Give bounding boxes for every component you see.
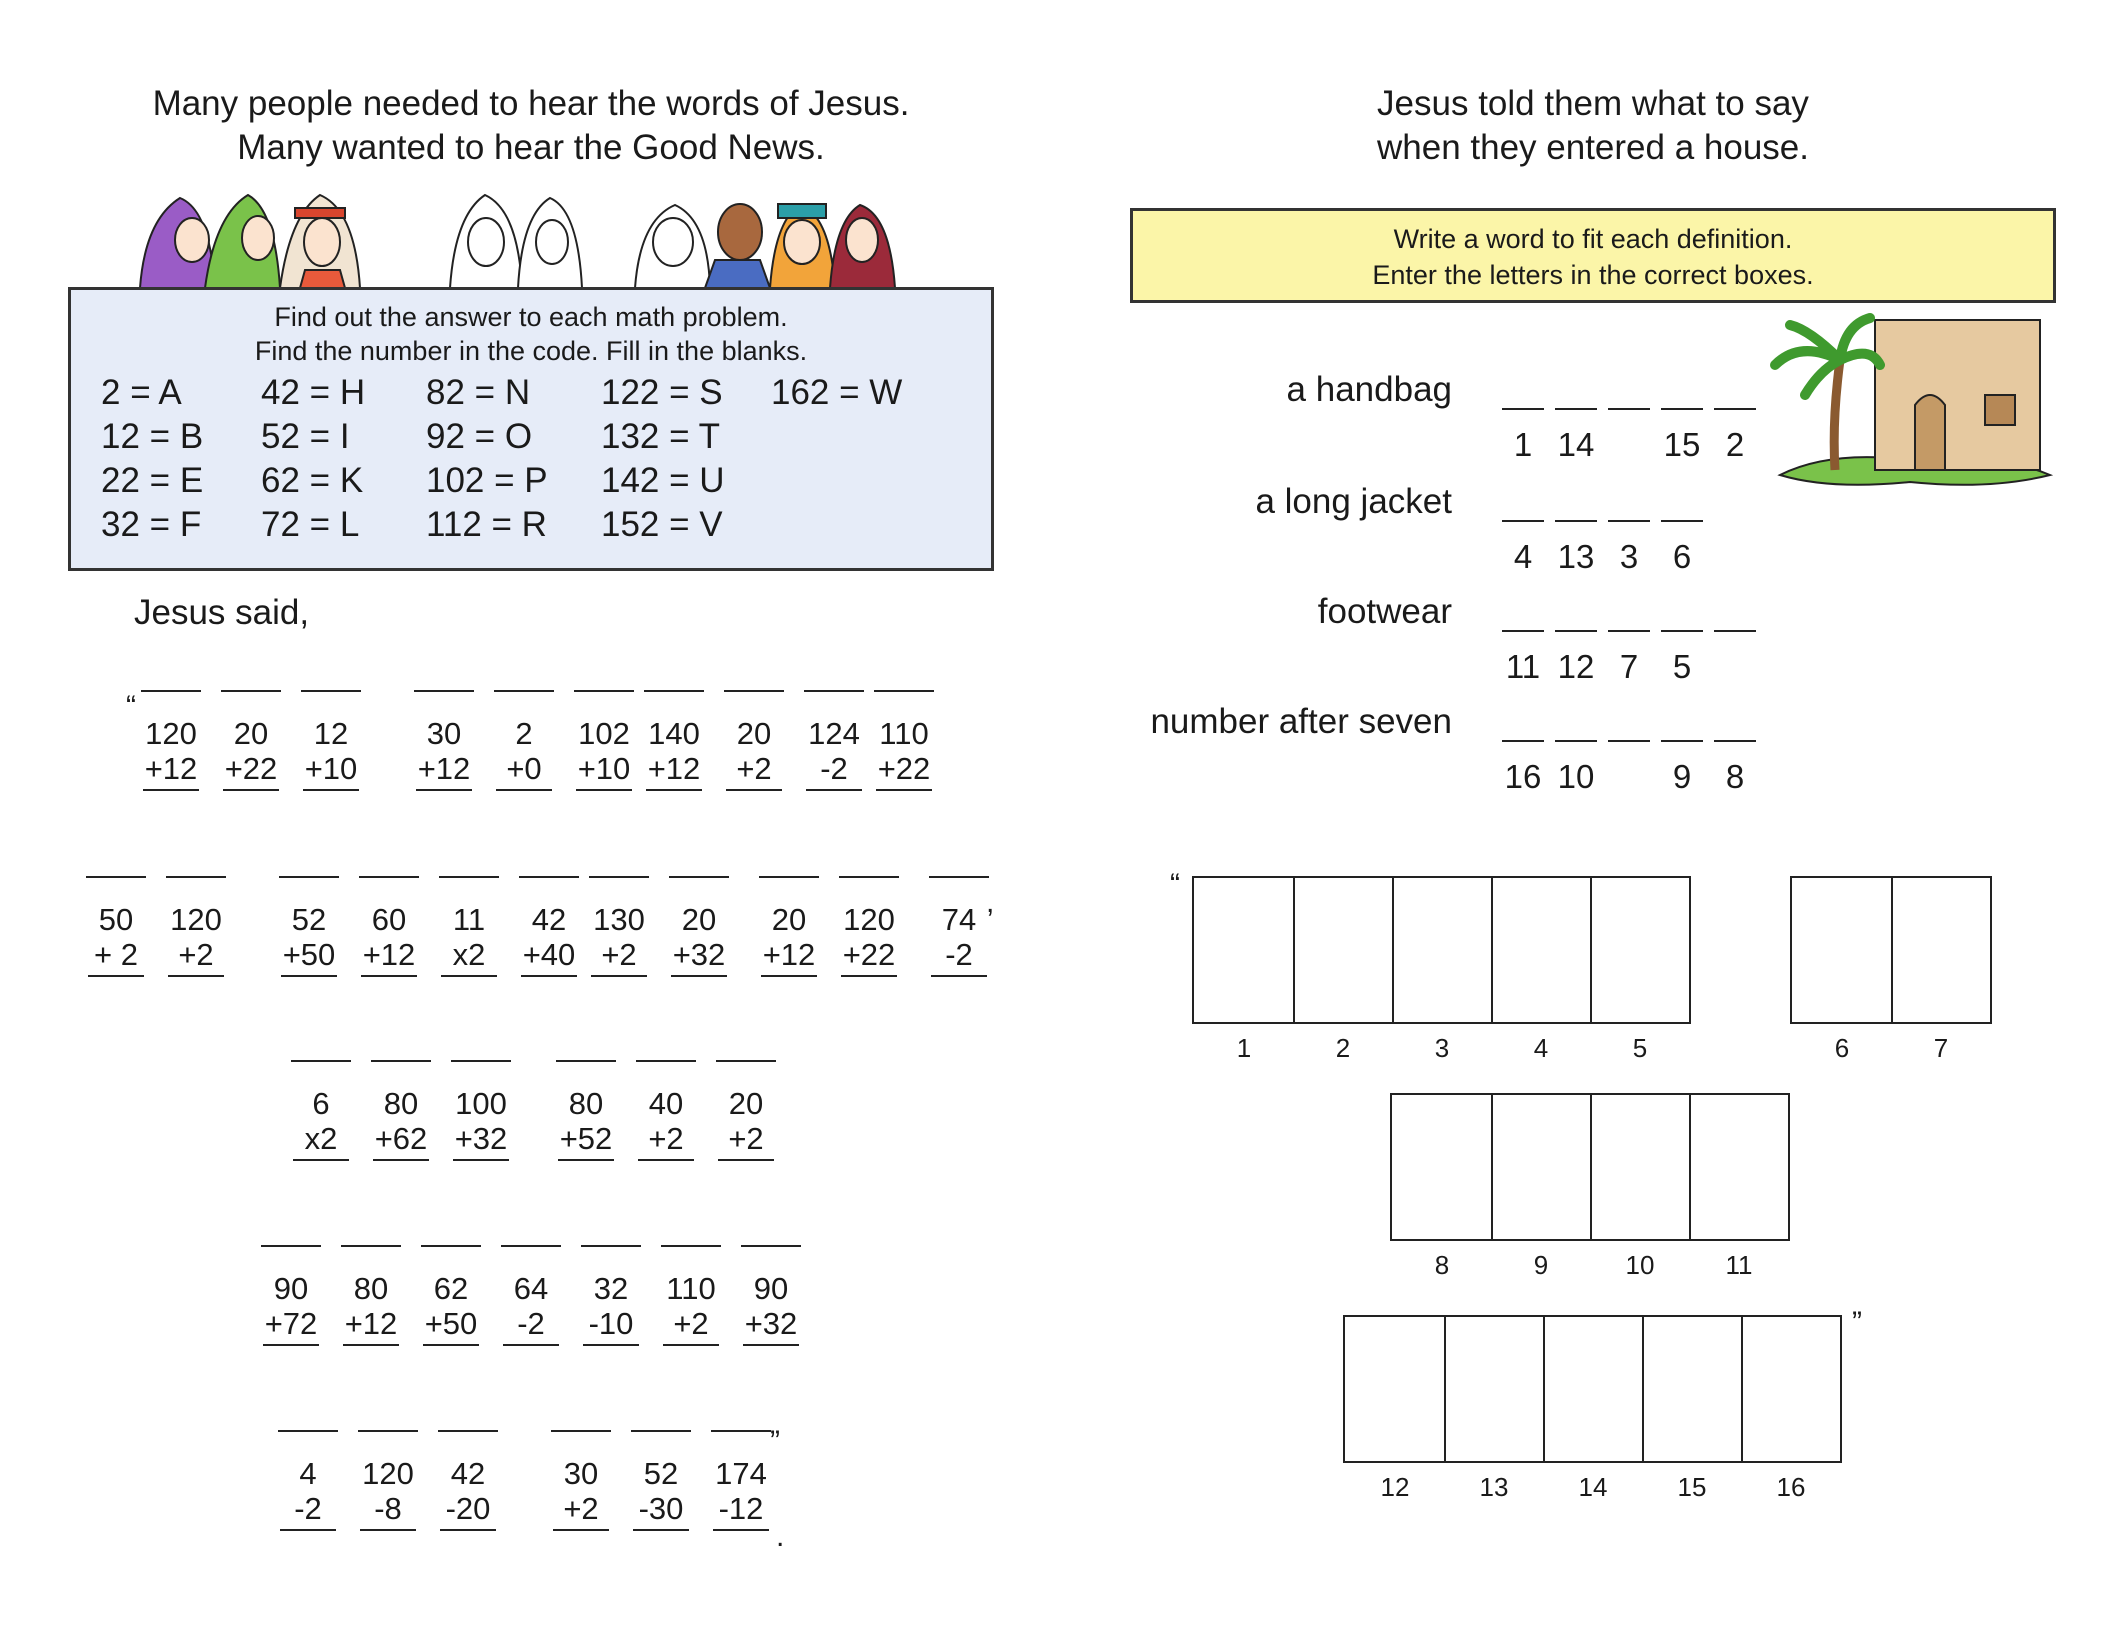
math-problem [140, 690, 202, 791]
problem-number: 120 [362, 1456, 414, 1491]
code-instruction-line-1: Find out the answer to each math problem. [274, 302, 788, 332]
answer-blank[interactable] [358, 1430, 418, 1432]
slot-number: 9 [1672, 758, 1692, 795]
letter-box[interactable] [1491, 1095, 1590, 1239]
letter-box[interactable] [1543, 1317, 1642, 1461]
problem-number: 20 [233, 716, 269, 751]
answer-blank[interactable] [278, 1430, 338, 1432]
letter-box-row [1192, 876, 1691, 1024]
problem-operation: +22 [876, 751, 933, 791]
person-brown [705, 204, 770, 288]
math-problem [573, 690, 635, 791]
math-problem [668, 876, 730, 977]
math-problem [588, 876, 650, 977]
problem-number: 102 [578, 716, 630, 751]
problem-number: 20 [728, 1086, 764, 1121]
right-title-line-2: when they entered a house. [1377, 128, 1809, 167]
house-illustration [1770, 310, 2060, 495]
math-problem [220, 690, 282, 791]
problem-operation: +12 [343, 1306, 400, 1346]
math-problem [357, 1430, 419, 1531]
definition-slot[interactable] [1608, 408, 1650, 426]
code-entry: 162 = W [771, 373, 903, 412]
problem-number: 64 [513, 1271, 549, 1306]
problem-operation: -2 [806, 751, 862, 791]
box-number: 13 [1479, 1472, 1509, 1502]
problem-operation: -12 [713, 1491, 769, 1531]
problem-number: 174 [715, 1456, 767, 1491]
letter-box[interactable] [1792, 878, 1891, 1022]
math-problem [450, 1060, 512, 1161]
math-problem [277, 1430, 339, 1531]
letter-box[interactable] [1642, 1317, 1741, 1461]
problem-operation: -30 [633, 1491, 689, 1531]
letter-box-row [1390, 1093, 1790, 1241]
problem-operation: +2 [168, 937, 224, 977]
problem-operation: +2 [718, 1121, 774, 1161]
code-entry: 112 = R [426, 505, 547, 544]
right-title [1130, 82, 2056, 170]
letter-box[interactable] [1689, 1095, 1788, 1239]
definition-slot[interactable] [1661, 520, 1703, 576]
problem-operation: x2 [441, 937, 497, 977]
period-mark: . [776, 1520, 785, 1553]
definition-slot[interactable] [1661, 408, 1703, 464]
problem-number: 62 [433, 1271, 469, 1306]
problem-number: 80 [383, 1086, 419, 1121]
definition-slot[interactable] [1502, 408, 1544, 464]
definition-slot[interactable] [1661, 740, 1703, 796]
math-problem [260, 1245, 322, 1346]
problem-number: 110 [879, 716, 929, 751]
slot-number: 15 [1663, 426, 1701, 463]
code-entry: 12 = B [101, 417, 204, 456]
answer-blank[interactable] [221, 690, 281, 692]
definition-instruction-line-1: Write a word to fit each definition. [1393, 224, 1793, 254]
problem-operation: +62 [373, 1121, 430, 1161]
definition-label: number after seven [1150, 702, 1452, 741]
problem-number: 74 [941, 902, 977, 937]
problem-number: 4 [299, 1456, 317, 1491]
math-problem [493, 690, 555, 791]
answer-blank[interactable] [166, 876, 226, 878]
math-problem [413, 690, 475, 791]
box-number: 15 [1677, 1472, 1707, 1502]
open-quote-right: “ [1170, 868, 1180, 901]
problem-operation: +72 [263, 1306, 320, 1346]
problem-operation: +32 [671, 937, 728, 977]
code-instructions [71, 300, 991, 368]
math-problem [300, 690, 362, 791]
answer-blank[interactable] [716, 1060, 776, 1062]
definition-slot[interactable] [1502, 740, 1544, 796]
slot-number: 6 [1672, 538, 1692, 575]
definition-slot[interactable] [1555, 740, 1597, 796]
problem-operation: +32 [453, 1121, 510, 1161]
problem-number: 80 [568, 1086, 604, 1121]
slot-number: 12 [1557, 648, 1595, 685]
problem-number: 90 [753, 1271, 789, 1306]
letter-box[interactable] [1392, 878, 1491, 1022]
definition-instruction-line-2: Enter the letters in the correct boxes. [1372, 260, 1814, 290]
answer-blank[interactable] [301, 690, 361, 692]
answer-blank[interactable] [341, 1245, 401, 1247]
problem-operation: + 2 [88, 937, 144, 977]
answer-blank[interactable] [291, 1060, 351, 1062]
definition-slot[interactable] [1608, 740, 1650, 758]
math-problem [550, 1430, 612, 1531]
people-illustration [130, 180, 930, 290]
box-number: 16 [1776, 1472, 1806, 1502]
person-teal [770, 204, 835, 288]
left-title-line-2: Many wanted to hear the Good News. [237, 128, 825, 167]
problem-number: 6 [312, 1086, 330, 1121]
problem-operation: +12 [143, 751, 200, 791]
letter-box[interactable] [1293, 878, 1392, 1022]
problem-operation: +2 [726, 751, 782, 791]
left-title-line-1: Many people needed to hear the words of Jesus. [152, 84, 910, 123]
problem-operation: +12 [361, 937, 418, 977]
problem-operation: -2 [280, 1491, 336, 1531]
problem-operation: +12 [761, 937, 818, 977]
person-uncolored-2 [518, 198, 582, 288]
problem-operation: +12 [646, 751, 703, 791]
right-title-line-1: Jesus told them what to say [1377, 84, 1809, 123]
problem-number: 52 [291, 902, 327, 937]
problem-number: 80 [353, 1271, 389, 1306]
code-entry: 132 = T [601, 417, 721, 456]
problem-operation: +10 [576, 751, 633, 791]
answer-blank[interactable] [519, 876, 579, 878]
problem-number: 100 [455, 1086, 507, 1121]
problem-operation: x2 [293, 1121, 349, 1161]
answer-blank[interactable] [929, 876, 989, 878]
math-problem [278, 876, 340, 977]
slot-number: 5 [1672, 648, 1692, 685]
slot-number: 2 [1725, 426, 1745, 463]
math-problem [838, 876, 900, 977]
code-entry: 152 = V [601, 505, 723, 544]
answer-blank[interactable] [631, 1430, 691, 1432]
definition-slot[interactable] [1714, 740, 1756, 796]
box-number: 11 [1725, 1250, 1753, 1280]
box-number: 10 [1625, 1250, 1655, 1280]
close-quote-left: ” [770, 1425, 780, 1458]
slot-number: 1 [1513, 426, 1533, 463]
person-uncolored-3 [635, 205, 710, 288]
problem-operation: +52 [558, 1121, 615, 1161]
answer-blank[interactable] [414, 690, 474, 692]
answer-blank[interactable] [644, 690, 704, 692]
letter-box[interactable] [1194, 878, 1293, 1022]
math-problem [630, 1430, 692, 1531]
answer-blank[interactable] [359, 876, 419, 878]
math-problem [555, 1060, 617, 1161]
definition-label: a handbag [1286, 370, 1452, 409]
problem-operation: +50 [423, 1306, 480, 1346]
problem-number: 124 [808, 716, 860, 751]
definition-slot[interactable] [1555, 630, 1597, 686]
jesus-said-label: Jesus said, [134, 593, 310, 632]
problem-number: 120 [843, 902, 895, 937]
answer-blank[interactable] [421, 1245, 481, 1247]
letter-box[interactable] [1590, 1095, 1689, 1239]
math-problem [518, 876, 580, 977]
answer-blank[interactable] [759, 876, 819, 878]
answer-blank[interactable] [501, 1245, 561, 1247]
problem-operation: +2 [638, 1121, 694, 1161]
person-green [205, 195, 280, 288]
box-number: 8 [1434, 1250, 1450, 1280]
slot-number: 16 [1504, 758, 1542, 795]
math-problem [928, 876, 990, 977]
letter-box[interactable] [1345, 1317, 1444, 1461]
definition-slot[interactable] [1661, 630, 1703, 686]
slot-number: 4 [1513, 538, 1533, 575]
slot-number: 8 [1725, 758, 1745, 795]
box-number: 4 [1533, 1033, 1549, 1063]
answer-blank[interactable] [589, 876, 649, 878]
problem-number: 12 [313, 716, 349, 751]
problem-number: 32 [593, 1271, 629, 1306]
math-problem [358, 876, 420, 977]
answer-blank[interactable] [574, 690, 634, 692]
math-problem [420, 1245, 482, 1346]
problem-operation: -2 [503, 1306, 559, 1346]
problem-number: 42 [531, 902, 567, 937]
box-number: 14 [1578, 1472, 1608, 1502]
math-problem [438, 876, 500, 977]
box-number: 3 [1434, 1033, 1450, 1063]
math-problem [715, 1060, 777, 1161]
box-number: 12 [1380, 1472, 1410, 1502]
answer-blank[interactable] [371, 1060, 431, 1062]
code-entry: 72 = L [261, 505, 360, 544]
math-problem [500, 1245, 562, 1346]
code-box [68, 287, 994, 571]
problem-number: 20 [681, 902, 717, 937]
answer-blank[interactable] [669, 876, 729, 878]
problem-number: 130 [593, 902, 645, 937]
answer-blank[interactable] [556, 1060, 616, 1062]
definition-slot[interactable] [1502, 520, 1544, 576]
math-problem [437, 1430, 499, 1531]
person-purple [140, 198, 215, 288]
answer-blank[interactable] [86, 876, 146, 878]
answer-blank[interactable] [661, 1245, 721, 1247]
definition-slot[interactable] [1555, 408, 1597, 464]
definition-instructions [1130, 208, 2056, 303]
code-entry: 142 = U [601, 461, 725, 500]
slot-number: 7 [1619, 648, 1639, 685]
problem-number: 42 [450, 1456, 486, 1491]
definition-label: footwear [1317, 592, 1452, 631]
code-entry: 52 = I [261, 417, 350, 456]
math-problem [803, 690, 865, 791]
problem-number: 50 [98, 902, 134, 937]
box-number: 6 [1834, 1033, 1850, 1063]
comma-mark: , [986, 886, 995, 919]
letter-box[interactable] [1590, 878, 1689, 1022]
math-problem [660, 1245, 722, 1346]
problem-operation: -8 [360, 1491, 416, 1531]
slot-number: 11 [1505, 648, 1541, 685]
math-problem [340, 1245, 402, 1346]
answer-blank[interactable] [451, 1060, 511, 1062]
problem-number: 120 [170, 902, 222, 937]
problem-operation: -20 [440, 1491, 496, 1531]
code-entry: 102 = P [426, 461, 548, 500]
close-quote-right: ” [1852, 1306, 1862, 1339]
problem-number: 2 [515, 716, 533, 751]
problem-operation: +2 [553, 1491, 609, 1531]
math-problem [723, 690, 785, 791]
person-red [280, 195, 360, 288]
answer-blank[interactable] [494, 690, 554, 692]
left-title [68, 82, 994, 170]
math-problem [85, 876, 147, 977]
answer-blank[interactable] [741, 1245, 801, 1247]
math-problem [580, 1245, 642, 1346]
letter-box[interactable] [1444, 1317, 1543, 1461]
problem-operation: +32 [743, 1306, 800, 1346]
problem-operation: -2 [931, 937, 987, 977]
problem-operation: +2 [591, 937, 647, 977]
answer-blank[interactable] [804, 690, 864, 692]
box-number: 9 [1533, 1250, 1549, 1280]
letter-box[interactable] [1741, 1317, 1840, 1461]
answer-blank[interactable] [724, 690, 784, 692]
math-problem [758, 876, 820, 977]
answer-blank[interactable] [439, 876, 499, 878]
answer-blank[interactable] [839, 876, 899, 878]
math-problem [710, 1430, 772, 1531]
problem-number: 120 [145, 716, 197, 751]
letter-box[interactable] [1891, 878, 1990, 1022]
code-entry: 82 = N [426, 373, 531, 412]
answer-blank[interactable] [636, 1060, 696, 1062]
problem-operation: +22 [841, 937, 898, 977]
code-entry: 2 = A [101, 373, 182, 412]
problem-number: 90 [273, 1271, 309, 1306]
code-entry: 92 = O [426, 417, 533, 456]
definition-slot[interactable] [1714, 630, 1756, 648]
box-number: 5 [1632, 1033, 1648, 1063]
code-entry: 32 = F [101, 505, 202, 544]
problem-operation: +12 [416, 751, 473, 791]
box-number: 1 [1236, 1033, 1252, 1063]
slot-number: 3 [1619, 538, 1639, 575]
letter-box[interactable] [1491, 878, 1590, 1022]
problem-operation: +0 [496, 751, 552, 791]
answer-blank[interactable] [551, 1430, 611, 1432]
problem-operation: +40 [521, 937, 578, 977]
problem-number: 20 [771, 902, 807, 937]
answer-blank[interactable] [581, 1245, 641, 1247]
person-uncolored-1 [450, 195, 522, 288]
definition-slot[interactable] [1608, 520, 1650, 576]
code-entry: 62 = K [261, 461, 364, 500]
answer-blank[interactable] [438, 1430, 498, 1432]
math-problem [873, 690, 935, 791]
problem-number: 60 [371, 902, 407, 937]
problem-number: 30 [563, 1456, 599, 1491]
math-problem [635, 1060, 697, 1161]
answer-blank[interactable] [261, 1245, 321, 1247]
math-problem [370, 1060, 432, 1161]
math-problem [643, 690, 705, 791]
definition-slot[interactable] [1608, 630, 1650, 686]
letter-box-row [1343, 1315, 1842, 1463]
math-problem [740, 1245, 802, 1346]
open-quote-left: “ [126, 690, 136, 723]
math-problem [290, 1060, 352, 1161]
definition-slot[interactable] [1555, 520, 1597, 576]
problem-number: 52 [643, 1456, 679, 1491]
code-entry: 42 = H [261, 373, 366, 412]
box-number: 7 [1933, 1033, 1949, 1063]
problem-number: 20 [736, 716, 772, 751]
definition-slot[interactable] [1502, 630, 1544, 686]
problem-number: 30 [426, 716, 462, 751]
math-problem [165, 876, 227, 977]
problem-operation: +22 [223, 751, 280, 791]
code-entry: 22 = E [101, 461, 204, 500]
definition-label: a long jacket [1255, 482, 1452, 521]
problem-number: 40 [648, 1086, 684, 1121]
slot-number: 14 [1557, 426, 1595, 463]
answer-blank[interactable] [874, 690, 934, 692]
definition-slot[interactable] [1714, 408, 1756, 464]
code-instruction-line-2: Find the number in the code. Fill in the blanks. [254, 336, 808, 366]
code-entry: 122 = S [601, 373, 723, 412]
problem-number: 110 [666, 1271, 716, 1306]
slot-number: 13 [1557, 538, 1595, 575]
answer-blank[interactable] [141, 690, 201, 692]
problem-operation: +2 [663, 1306, 719, 1346]
problem-operation: -10 [583, 1306, 639, 1346]
slot-number: 10 [1557, 758, 1595, 795]
problem-operation: +50 [281, 937, 338, 977]
problem-number: 140 [648, 716, 700, 751]
answer-blank[interactable] [279, 876, 339, 878]
person-maroon [830, 205, 895, 288]
letter-box[interactable] [1392, 1095, 1491, 1239]
problem-operation: +10 [303, 751, 360, 791]
letter-box-row [1790, 876, 1992, 1024]
box-number: 2 [1335, 1033, 1351, 1063]
problem-number: 11 [452, 902, 486, 937]
answer-blank[interactable] [711, 1430, 771, 1432]
